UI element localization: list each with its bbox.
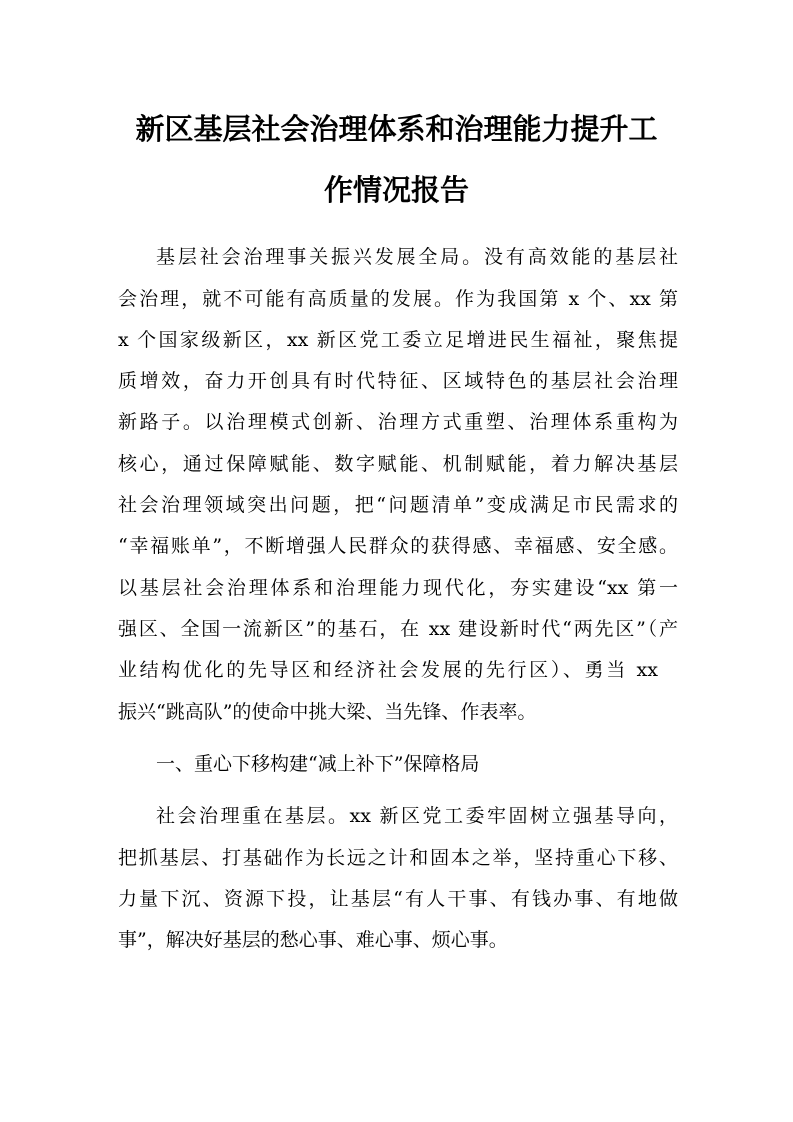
paragraph-1-line-10: 强区、全国一流新区”的基石，在 xx 建设新时代“两先区”（产 — [118, 618, 678, 640]
paragraph-1-line-7: 社会治理领域突出问题，把“问题清单”变成满足市民需求的 — [118, 494, 678, 516]
paragraph-1-line-2: 会治理，就不可能有高质量的发展。作为我国第 x 个、xx 第 — [118, 288, 678, 310]
document-title-line-2: 作情况报告 — [323, 173, 469, 207]
paragraph-1-line-9: 以基层社会治理体系和治理能力现代化，夯实建设“xx 第一 — [118, 577, 678, 599]
paragraph-2-line-3: 力量下沉、资源下投，让基层“有人干事、有钱办事、有地做 — [118, 888, 678, 910]
paragraph-1-line-5: 新路子。以治理模式创新、治理方式重塑、治理体系重构为 — [118, 411, 678, 433]
paragraph-1-line-12: 振兴“跳高队”的使命中挑大梁、当先锋、作表率。 — [118, 701, 537, 723]
paragraph-2-line-1: 社会治理重在基层。xx 新区党工委牢固树立强基导向， — [156, 805, 678, 827]
paragraph-1-line-1: 基层社会治理事关振兴发展全局。没有高效能的基层社 — [156, 246, 678, 268]
paragraph-1-line-11: 业结构优化的先导区和经济社会发展的先行区）、勇当 xx — [118, 659, 658, 681]
paragraph-1-line-8: “幸福账单”，不断增强人民群众的获得感、幸福感、安全感。 — [118, 535, 678, 557]
paragraph-2-line-2: 把抓基层、打基础作为长远之计和固本之举，坚持重心下移、 — [118, 847, 678, 869]
section-heading-1: 一、重心下移构建“减上补下”保障格局 — [156, 753, 480, 775]
document-title-line-1: 新区基层社会治理体系和治理能力提升工 — [135, 112, 658, 146]
paragraph-1-line-6: 核心，通过保障赋能、数字赋能、机制赋能，着力解决基层 — [118, 453, 678, 475]
paragraph-1-line-3: x 个国家级新区，xx 新区党工委立足增进民生福祉，聚焦提 — [118, 329, 678, 351]
paragraph-1-line-4: 质增效，奋力开创具有时代特征、区域特色的基层社会治理 — [118, 370, 678, 392]
paragraph-2-line-4: 事”，解决好基层的愁心事、难心事、烦心事。 — [118, 929, 508, 951]
